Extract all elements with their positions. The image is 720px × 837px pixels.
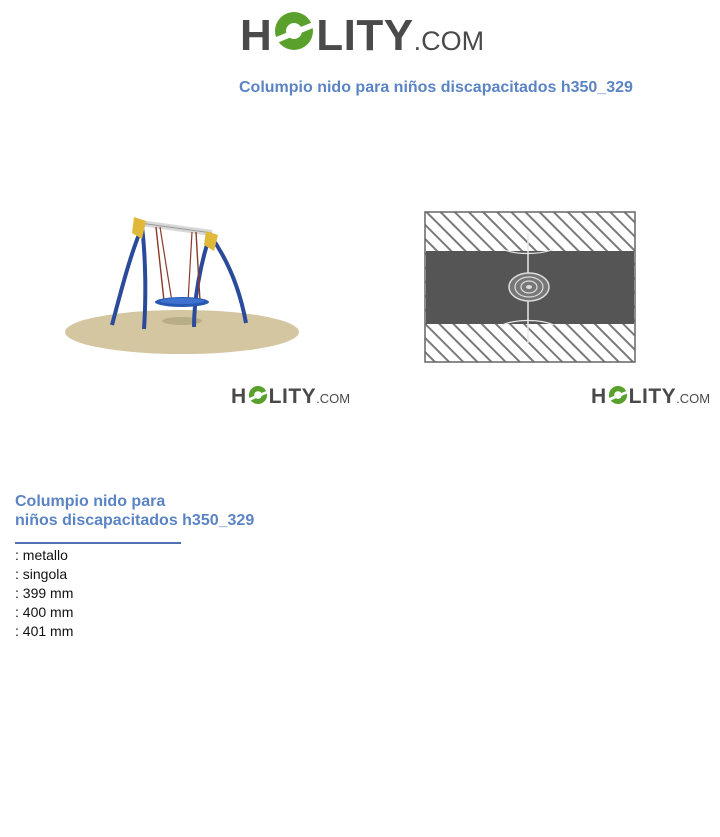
logo-word-lity: LITY: [268, 385, 317, 408]
logo-suffix: .COM: [413, 26, 485, 56]
logo-word-lity: LITY: [316, 11, 414, 60]
product-title: [15, 492, 315, 530]
brand-logo-small: [231, 384, 350, 410]
spec-row: : 399 mm: [15, 585, 74, 601]
swing-nest-illustration: [60, 205, 305, 360]
brand-logo-small: [591, 384, 710, 410]
logo-letter-h: H: [231, 385, 247, 408]
spec-row: : 401 mm: [15, 623, 74, 639]
product-title-line: niños discapacitados h350_329: [15, 512, 255, 529]
logo-word-lity: LITY: [628, 385, 677, 408]
spec-list: [15, 546, 73, 641]
page-title: Columpio nido para niños discapacitados h350_329: [239, 79, 633, 96]
logo-suffix: .COM: [676, 391, 711, 406]
logo-suffix: .COM: [316, 391, 351, 406]
logo-o-icon: [247, 385, 269, 403]
title-divider: [15, 542, 181, 544]
spec-row: : singola: [15, 566, 68, 582]
product-title-line: Columpio nido para: [15, 493, 166, 510]
spec-row: : metallo: [15, 547, 68, 563]
logo-letter-h: H: [240, 11, 273, 60]
logo-o-icon: [607, 385, 629, 403]
swing-top-plan-drawing: [424, 211, 636, 363]
logo-letter-h: H: [591, 385, 607, 408]
brand-logo[interactable]: [240, 10, 484, 62]
logo-o-icon: [272, 10, 316, 50]
spec-row: : 400 mm: [15, 604, 74, 620]
